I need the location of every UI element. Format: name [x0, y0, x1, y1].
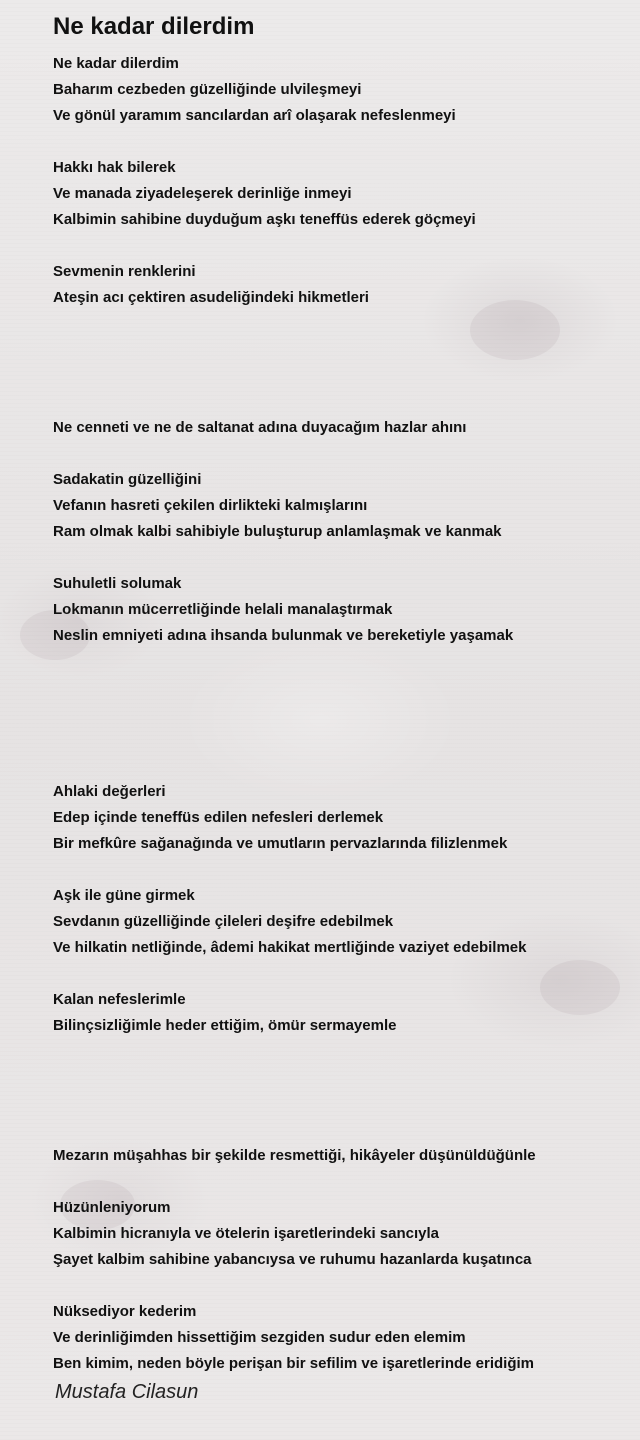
poem-line: Aşk ile güne girmek	[53, 887, 195, 904]
stanza-break	[53, 727, 628, 753]
poem-line: Kalbimin sahibine duyduğum aşkı teneffüs ederek göçmeyi	[53, 211, 476, 228]
stanza-break	[53, 129, 628, 155]
stanza-break	[53, 753, 628, 779]
poem-line: Suhuletli solumak	[53, 575, 182, 592]
stanza-break	[53, 1065, 628, 1091]
stanza-break	[53, 337, 628, 363]
poem-line: Sevmenin renklerini	[53, 263, 196, 280]
poem-line: Şayet kalbim sahibine yabancıysa ve ruhumu hazanlarda kuşatınca	[53, 1251, 532, 1268]
stanza-break	[53, 961, 628, 987]
poem-line: Nüksediyor kederim	[53, 1303, 197, 1320]
poem-line: Hüzünleniyorum	[53, 1199, 171, 1216]
stanza-break	[53, 675, 628, 701]
stanza-break	[53, 1039, 628, 1065]
poem-line: Hakkı hak bilerek	[53, 159, 176, 176]
stanza-break	[53, 545, 628, 571]
poem-line: Sevdanın güzelliğinde çileleri deşifre edebilmek	[53, 913, 394, 930]
stanza-break	[53, 233, 628, 259]
poem-line: Mezarın müşahhas bir şekilde resmettiği, hikâyeler düşünüldüğünle	[53, 1147, 536, 1164]
poem-line: Neslin emniyeti adına ihsanda bulunmak ve bereketiyle yaşamak	[53, 627, 514, 644]
poem-line: Sadakatin güzelliğini	[53, 471, 202, 488]
stanza-break	[53, 1169, 628, 1195]
poem-line: Bilinçsizliğimle heder ettiğim, ömür sermayemle	[53, 1017, 397, 1034]
poem-line: Lokmanın mücerretliğinde helali manalaştırmak	[53, 601, 393, 618]
poem-line: Baharım cezbeden güzelliğinde ulvileşmeyi	[53, 81, 362, 98]
stanza-break	[53, 1091, 628, 1117]
poem-title: Ne kadar dilerdim	[53, 13, 255, 40]
poem-line: Ram olmak kalbi sahibiyle buluşturup anlamlaşmak ve kanmak	[53, 523, 502, 540]
poem-line: Bir mefkûre sağanağında ve umutların pervazlarında filizlenmek	[53, 835, 508, 852]
poem-line: Vefanın hasreti çekilen dirlikteki kalmışlarını	[53, 497, 368, 514]
poem-line: Ve gönül yaramım sancılardan arî olaşarak nefeslenmeyi	[53, 107, 456, 124]
poem-line: Ateşin acı çektiren asudeliğindeki hikmetleri	[53, 289, 369, 306]
stanza-break	[53, 701, 628, 727]
poem-line: Ne cenneti ve ne de saltanat adına duyacağım hazlar ahını	[53, 419, 467, 436]
poem-line: Ahlaki değerleri	[53, 783, 166, 800]
stanza-break	[53, 1117, 628, 1143]
poem-line: Kalan nefeslerimle	[53, 991, 186, 1008]
stanza-break	[53, 1273, 628, 1299]
stanza-break	[53, 363, 628, 389]
poem-line: Ve derinliğimden hissettiğim sezgiden sudur eden elemim	[53, 1329, 466, 1346]
poem-line: Edep içinde teneffüs edilen nefesleri derlemek	[53, 809, 384, 826]
stanza-break	[53, 441, 628, 467]
poem-line: Ben kimim, neden böyle perişan bir sefilim ve işaretlerinde eridiğim	[53, 1355, 534, 1372]
stanza-break	[53, 389, 628, 415]
poem-line: Kalbimin hicranıyla ve ötelerin işaretlerindeki sancıyla	[53, 1225, 440, 1242]
stanza-break	[53, 649, 628, 675]
poem-line: Ve hilkatin netliğinde, âdemi hakikat mertliğinde vaziyet edebilmek	[53, 939, 527, 956]
stanza-break	[53, 311, 628, 337]
poem-line: Ne kadar dilerdim	[53, 55, 179, 72]
poem-body	[53, 51, 628, 1377]
stanza-break	[53, 857, 628, 883]
poem-author: Mustafa Cilasun	[55, 1381, 199, 1403]
poem-line: Ve manada ziyadeleşerek derinliğe inmeyi	[53, 185, 352, 202]
